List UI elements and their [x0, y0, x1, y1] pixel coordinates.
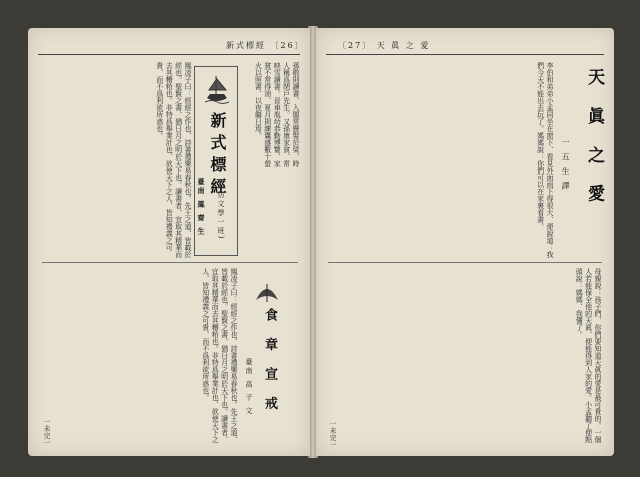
story-author: 一 五 生 譯 [561, 138, 570, 192]
left-text-body-top [42, 62, 192, 258]
second-article-title: 食 章 宣 戒 [262, 308, 277, 416]
left-running-head: 新式標經 〔26〕 [226, 41, 305, 50]
ship-ornament-icon [204, 72, 230, 106]
left-page [28, 28, 310, 456]
right-header-rule [326, 54, 604, 55]
right-mid-rule [328, 262, 602, 263]
right-end-mark: 一未完一 [329, 420, 337, 448]
article-title: 新式標經 [208, 112, 227, 200]
left-end-mark: 一未完一 [43, 418, 51, 446]
right-running-head: 〔27〕 天 眞 之 愛 [338, 41, 431, 50]
left-text-body-bottom: 鳳凌子曰：經經之作也、詩書禮樂易春秋也。先王之道、皆載於經也。聖賢之書、猶日月之明於天下也。讀書者、宜取其精華而去其糟粕也。非特爲舉業計也、欲使天下之人、皆知禮義之可貴、而不爲利欲所惑也。 [201, 268, 238, 443]
article-subtitle: (仿文學一班) [217, 186, 225, 241]
left-mid-rule [42, 262, 298, 263]
left-body-text: 鳳凌子曰：經經之作也、詩書禮樂易春秋也。先王之道、皆載於經也。聖賢之書、猶日月之明於天下也。讀書者、宜取其精華而去其糟粕也。非特爲舉業計也、欲使天下之人、皆知禮義之可貴、而不爲利欲所惑也。 [155, 62, 192, 258]
second-article-author: 臺南 高 子 文 [245, 358, 253, 416]
right-text-body-top: 李伯和弟弟小孟同坐在窗下、看見外面雨下得很大、便說道：我們今天不能出去玩了。媽媽說：你們可以在家裏看書。 [536, 62, 554, 258]
story-title: 天 眞 之 愛 [584, 68, 604, 210]
right-text-body-bottom: 母親說：孩子們、你們要知道天眞的愛是最可貴的。一個人若能保全他的天眞、便能得到人家的愛。小孟聽了便點頭說：媽媽、我懂了。 [575, 268, 602, 443]
left-header-rule [38, 54, 300, 55]
left-text-column-top: 孫敬則讀書、入閣常懸髮於梁、時人稱爲閉戶先生。又孫康家貧、常映雪讀書。晉車胤幼恭勤博覽、家貧不常得油、夏月則練囊盛數十螢火以照書、以夜繼日焉。 [254, 62, 300, 167]
leaf-ornament-icon [252, 276, 282, 306]
article-author: 臺南 鳳 齋 生 [197, 178, 206, 237]
right-page [316, 28, 614, 456]
